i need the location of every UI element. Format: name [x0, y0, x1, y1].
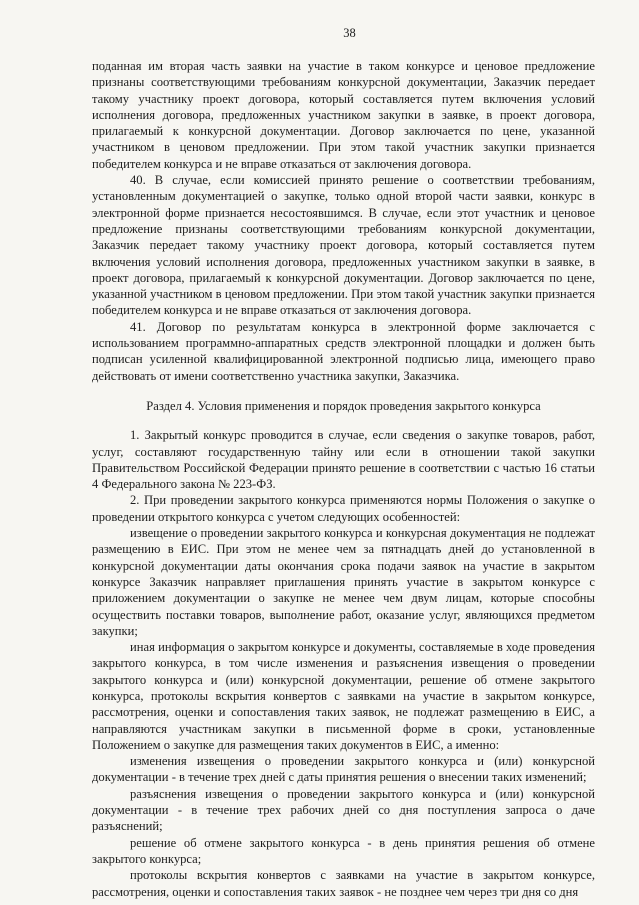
- page-number: 38: [343, 26, 356, 40]
- paragraph-item-2: 2. При проведении закрытого конкурса применяются нормы Положения о закупке о проведении открытого конкурса с учетом следующих особенностей:: [92, 493, 595, 524]
- paragraph-item-1: 1. Закрытый конкурс проводится в случае, если сведения о закупке товаров, работ, услуг, составляют государственную тайну или если в отношении такой закупки Правительством Российской Федерации принято решение в соответствии с частью 16 статьи 4 Федерального закона № 223-ФЗ.: [92, 428, 595, 492]
- paragraph-block-1: [92, 58, 595, 384]
- paragraph-changes: изменения извещения о проведении закрытого конкурса и (или) конкурсной документации - в течение трех дней с даты принятия решения о внесении таких изменений;: [92, 754, 595, 785]
- paragraph-cancellation: решение об отмене закрытого конкурса - в день принятия решения об отмене закрытого конкурса;: [92, 835, 595, 866]
- paragraph-clarifications: разъяснения извещения о проведении закрытого конкурса и (или) конкурсной документации - в течение трех рабочих дней со дня поступления запроса о даче разъяснений;: [92, 786, 595, 834]
- paragraph-41: 41. Договор по результатам конкурса в электронной форме заключается с использованием программно-аппаратных средств электронной площадки и должен быть подписан усиленной квалифицированной электронной подписью лица, имеющего право действовать от имени соответственно участника закупки, Заказчика.: [92, 319, 595, 383]
- section-heading: Раздел 4. Условия применения и порядок проведения закрытого конкурса: [146, 398, 541, 413]
- paragraph-other-info: иная информация о закрытом конкурсе и документы, составляемые в ходе проведения закрытого конкурса, в том числе изменения и разъяснения извещения о проведении закрытого конкурса и (или) конкурсной документации, решение об отмене закрытого конкурса, протоколы вскрытия конвертов с заявками на участие в закрытом конкурсе, рассмотрения, оценки и сопоставления таких заявок, не подлежат размещению в ЕИС, а направляются участникам закупки в письменной форме в сроки, установленные Положением о закупке для размещения таких документов в ЕИС, а именно:: [92, 640, 595, 752]
- paragraph-protocols: протоколы вскрытия конвертов с заявками на участие в закрытом конкурсе, рассмотрения, оценки и сопоставления таких заявок - не позднее чем через три дня со дня: [92, 868, 595, 899]
- paragraph-notice: извещение о проведении закрытого конкурса и конкурсная документация не подлежат размещению в ЕИС. При этом не менее чем за пятнадцать дней до установленной в конкурсной документации даты окончания срока подачи заявок на участие в закрытом конкурсе Заказчик направляет приглашения принять участие в закрытом конкурсе с приложением документации о закупке не менее чем двум лицам, которые способны осуществить поставки товаров, выполнение работ, оказание услуг, являющихся предметом закупки;: [92, 526, 595, 638]
- paragraph-block-2: [92, 427, 595, 900]
- paragraph-40: 40. В случае, если комиссией принято решение о соответствии требованиям, установленным документацией о закупке, только одной второй части заявки, конкурс в электронной форме признается несостоявшимся. В случае, если этот участник и ценовое предложение признаны соответствующими требованиям конкурсной документации, Заказчик передает такому участнику проект договора, который составляется путем включения условий исполнения договора, предложенных участником закупки в заявке, в проект договора, прилагаемый к конкурсной документации. Договор заключается по цене, указанной участником в ценовом предложении. При этом такой участник закупки признается победителем конкурса и не вправе отказаться от заключения договора.: [92, 173, 595, 318]
- paragraph: поданная им вторая часть заявки на участие в таком конкурсе и ценовое предложение признаны соответствующими требованиям конкурсной документации, Заказчик передает такому участнику проект договора, который составляется путем включения условий исполнения договора, предложенных участником закупки в заявке, в проект договора, прилагаемый к конкурсной документации. Договор заключается по цене, указанной участником в ценовом предложении. При этом такой участник закупки признается победителем конкурса и не вправе отказаться от заключения договора.: [92, 59, 595, 171]
